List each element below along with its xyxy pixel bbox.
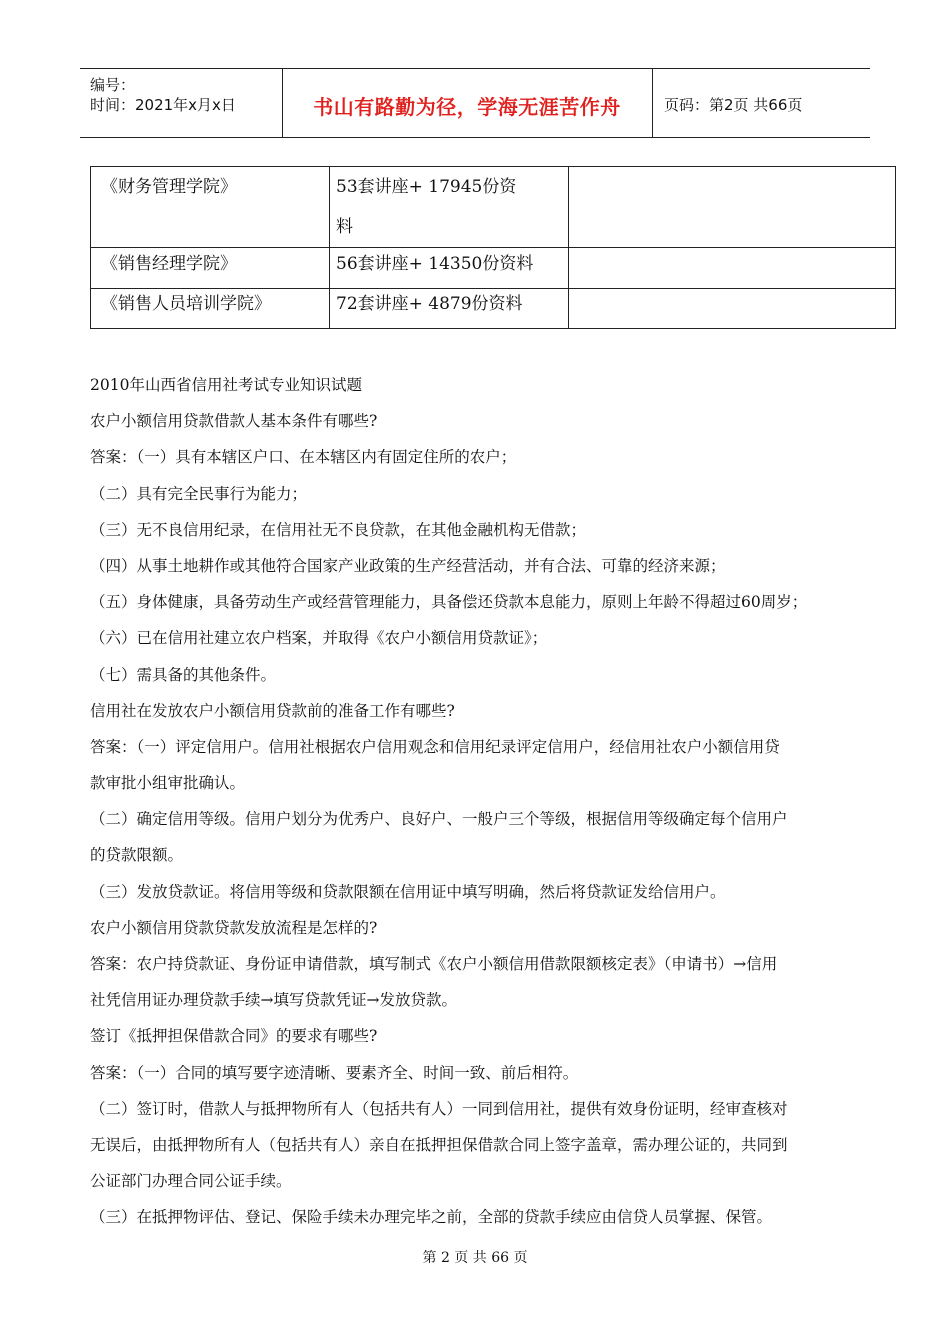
course-extra bbox=[569, 289, 896, 329]
question-line: 签订《抵押担保借款合同》的要求有哪些? bbox=[90, 1027, 378, 1046]
motto-text: 书山有路勤为径，学海无涯苦作舟 bbox=[313, 95, 621, 119]
page-code: 页码：第2页 共66页 bbox=[664, 96, 803, 114]
answer-line: （四）从事土地耕作或其他符合国家产业政策的生产经营活动，并有合法、可靠的经济来源； bbox=[90, 556, 726, 575]
answer-line: 无误后，由抵押物所有人（包括共有人）亲自在抵押担保借款合同上签字盖章，需办理公证的，共同到 bbox=[90, 1135, 788, 1154]
header-motto-cell bbox=[282, 69, 653, 137]
answer-line: （二）确定信用等级。信用户划分为优秀户、良好户、一般户三个等级，根据信用等级确定每个信用户 bbox=[90, 810, 788, 829]
course-name: 《销售人员培训学院》 bbox=[91, 289, 330, 329]
answer-line: （七）需具备的其他条件。 bbox=[90, 665, 277, 684]
answer-line: （二）具有完全民事行为能力； bbox=[90, 484, 308, 503]
answer-line: 答案：农户持贷款证、身份证申请借款，填写制式《农户小额信用借款限额核定表》（申请书）→信用 bbox=[90, 955, 778, 973]
answer-line: （五）身体健康，具备劳动生产或经营管理能力，具备偿还贷款本息能力，原则上年龄不得超过60周岁； bbox=[90, 593, 808, 612]
table-row bbox=[91, 289, 896, 329]
answer-line: （二）签订时，借款人与抵押物所有人（包括共有人）一同到信用社，提供有效身份证明，经审查核对 bbox=[90, 1099, 788, 1118]
doc-title: 2010年山西省信用社考试专业知识试题 bbox=[90, 376, 362, 394]
course-extra bbox=[569, 248, 896, 289]
page-header bbox=[80, 68, 870, 138]
document-body bbox=[90, 370, 870, 1239]
course-detail bbox=[330, 167, 569, 248]
answer-line: （三）无不良信用纪录，在信用社无不良贷款，在其他金融机构无借款； bbox=[90, 520, 587, 539]
answer-line: （三）发放贷款证。将信用等级和贷款限额在信用证中填写明确，然后将贷款证发给信用户。 bbox=[90, 882, 726, 901]
answer-line: 答案：（一）评定信用户。信用社根据农户信用观念和信用纪录评定信用户，经信用社农户小额信用贷 bbox=[90, 737, 780, 756]
table-row bbox=[91, 248, 896, 289]
table-row bbox=[91, 167, 896, 248]
answer-line: 的贷款限额。 bbox=[90, 846, 184, 865]
course-detail: 72套讲座+ 4879份资料 bbox=[330, 289, 569, 329]
question-line: 信用社在发放农户小额信用贷款前的准备工作有哪些? bbox=[90, 701, 455, 720]
course-name: 《销售经理学院》 bbox=[91, 248, 330, 289]
course-detail-line: 料 bbox=[336, 217, 353, 237]
question-line: 农户小额信用贷款借款人基本条件有哪些? bbox=[90, 412, 378, 431]
answer-line: （三）在抵押物评估、登记、保险手续未办理完毕之前，全部的贷款手续应由信贷人员掌握、保管。 bbox=[90, 1208, 773, 1227]
course-extra bbox=[569, 167, 896, 248]
course-table bbox=[90, 166, 896, 329]
answer-line: 社凭信用证办理贷款手续→填写贷款凭证→发放贷款。 bbox=[90, 991, 457, 1010]
course-detail: 56套讲座+ 14350份资料 bbox=[330, 248, 569, 289]
course-name: 《财务管理学院》 bbox=[91, 167, 330, 248]
header-info-cell bbox=[80, 69, 283, 137]
header-page-cell bbox=[652, 69, 870, 137]
answer-line: （六）已在信用社建立农户档案，并取得《农户小额信用贷款证》； bbox=[90, 629, 548, 648]
answer-line: 答案：（一）合同的填写要字迹清晰、要素齐全、时间一致、前后相符。 bbox=[90, 1063, 579, 1082]
answer-line: 公证部门办理合同公证手续。 bbox=[90, 1172, 292, 1191]
answer-line: 款审批小组审批确认。 bbox=[90, 774, 246, 793]
time-label: 时间：2021年x月x日 bbox=[90, 96, 236, 114]
page-footer: 第 2 页 共 66 页 bbox=[422, 1250, 528, 1266]
answer-line: 答案：（一）具有本辖区户口、在本辖区内有固定住所的农户； bbox=[90, 448, 517, 467]
course-detail-line: 53套讲座+ 17945份资 bbox=[336, 177, 517, 197]
question-line: 农户小额信用贷款贷款发放流程是怎样的? bbox=[90, 918, 378, 937]
number-label: 编号： bbox=[90, 76, 136, 94]
